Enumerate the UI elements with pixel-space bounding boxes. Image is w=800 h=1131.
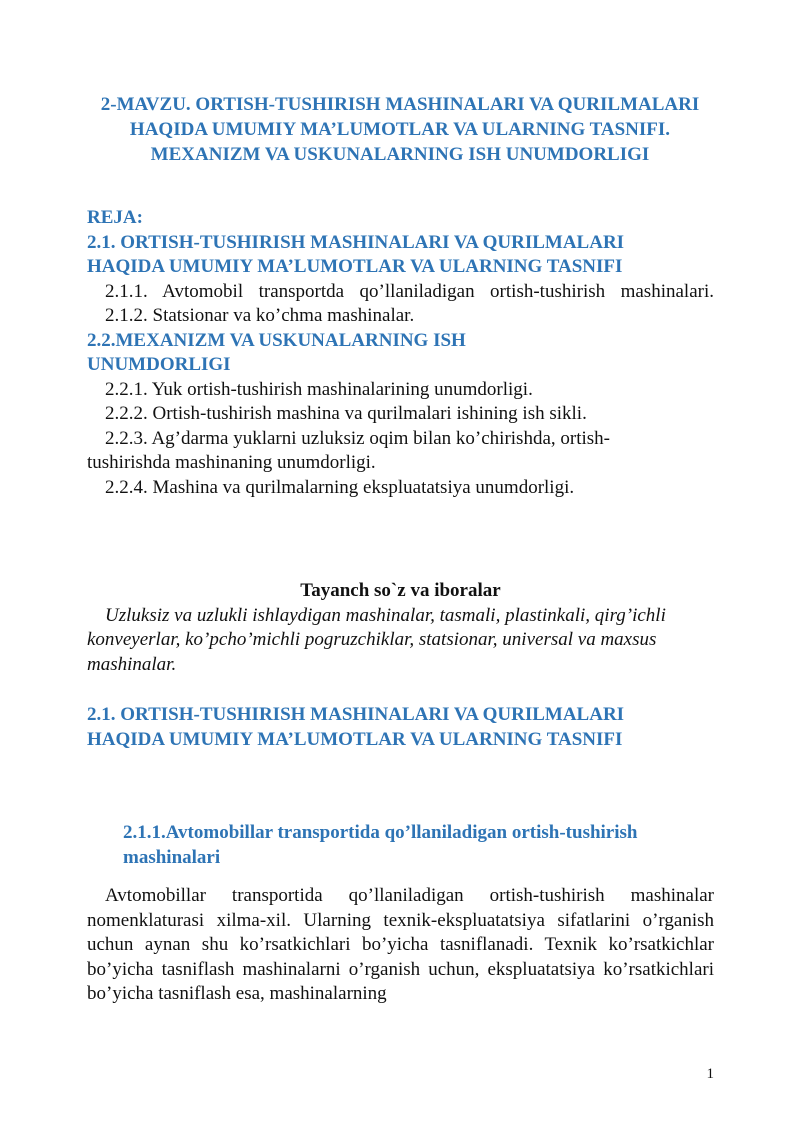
plan-item: 2.2.3. Ag’darma yuklarni uzluksiz oqim bilan ko’chirishda, ortish-tushirishda mashinaning unumdorligi. xyxy=(87,427,610,473)
plan-item: 2.1.2. Statsionar va ko’chma mashinalar. xyxy=(105,305,415,326)
subsection-heading xyxy=(123,820,683,870)
section1-heading: 2.1. ORTISH-TUSHIRISH MASHINALARI VA QURILMALARI HAQIDA UMUMIY MA’LUMOTLAR VA ULARNING TASNIFI xyxy=(87,704,625,750)
plan-item: 2.1.1. Avtomobil transportda qo’llaniladigan ortish-tushirish mashinalari. xyxy=(105,280,714,302)
keywords-section xyxy=(87,579,714,677)
document-title xyxy=(80,92,720,167)
page-number: 1 xyxy=(706,1066,714,1082)
document-title-text: 2-MAVZU. ORTISH-TUSHIRISH MASHINALARI VA QURILMALARI HAQIDA UMUMIY MA’LUMOTLAR VA ULARNING TASNIFI. MEXANIZM VA USKUNALARNING ISH UNUMDORLIGI xyxy=(100,94,700,165)
plan-section xyxy=(87,206,714,500)
plan-item: 2.2.1. Yuk ortish-tushirish mashinalarining unumdorligi. xyxy=(105,378,533,400)
plan-section2-title: 2.2.MEXANIZM VA USKUNALARNING ISH UNUMDORLIGI xyxy=(87,329,466,375)
body-paragraph: Avtomobillar transportida qo’llaniladigan ortish-tushirish mashinalar nomenklaturasi xilma-xil. Ularning texnik-ekspluatatsiya sifatlarini o’rganish uchun aynan shu ko’rsatkichlari bo’yicha tasniflanadi. Texnik ko’rsatkichlar bo’yicha tasniflash mashinalarni o’rganish uchun, ekspluatatsiya ko’rsatkichlari bo’yicha tasniflash esa, mashinalarning xyxy=(87,885,714,1005)
plan-heading: REJA: xyxy=(87,207,143,228)
keywords-heading: Tayanch so`z va iboralar xyxy=(300,580,501,601)
subsection-heading-text: 2.1.1.Avtomobillar transportida qo’llaniladigan ortish-tushirish mashinalari xyxy=(123,822,638,868)
plan-section1-title: 2.1. ORTISH-TUSHIRISH MASHINALARI VA QURILMALARI HAQIDA UMUMIY MA’LUMOTLAR VA ULARNING TASNIFI xyxy=(87,231,625,277)
section-heading xyxy=(87,703,714,752)
keywords-text: Uzluksiz va uzlukli ishlaydigan mashinalar, tasmali, plastinkali, qirg’ichli konveyerlar, ko’pcho’michli pogruzchiklar, statsionar, universal va maxsus mashinalar. xyxy=(87,604,666,675)
plan-item: 2.2.4. Mashina va qurilmalarning ekspluatatsiya unumdorligi. xyxy=(105,476,575,498)
plan-item: 2.2.2. Ortish-tushirish mashina va qurilmalari ishining ish sikli. xyxy=(105,403,587,424)
